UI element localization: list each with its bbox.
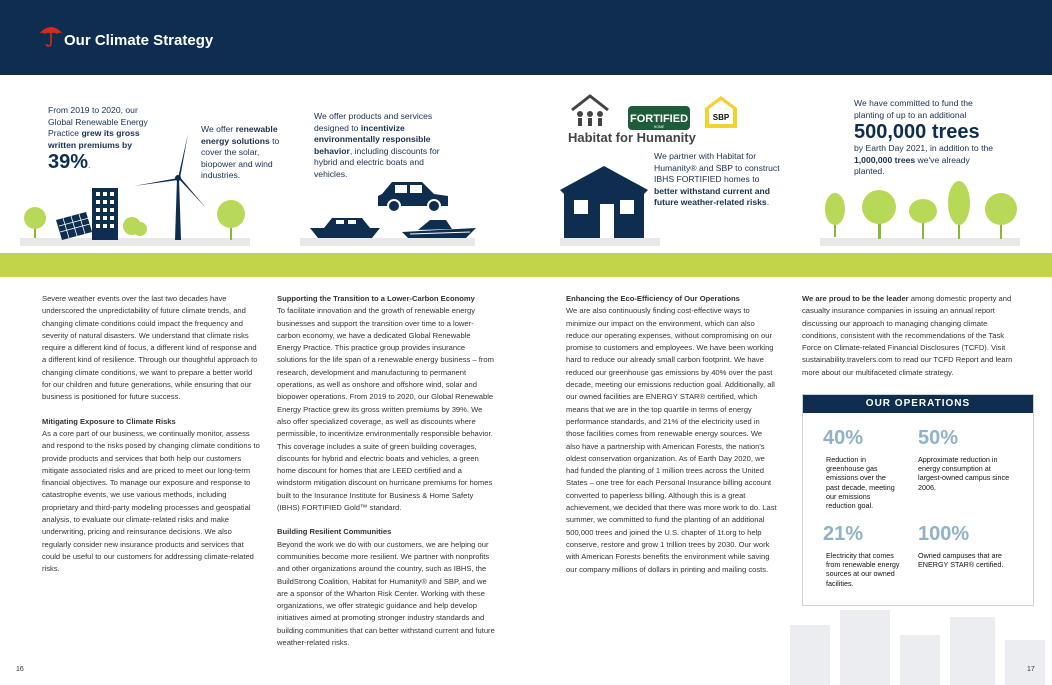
callout-text: We have committed to fund the planting of up to an additional [854, 98, 973, 120]
operations-title: OUR OPERATIONS [803, 395, 1033, 413]
sbp-badge-icon [703, 94, 739, 130]
page-header [0, 0, 1052, 75]
building-icon [92, 188, 118, 240]
house-icon [560, 166, 648, 238]
callout-text: by Earth Day 2021, in addition to the [854, 143, 994, 154]
stat-value: 50% [918, 427, 959, 449]
tree-icon [24, 207, 46, 238]
callout-text: to cover the solar, biopower and wind industries. [201, 135, 280, 181]
sbp-logo [703, 94, 739, 130]
callout-text: From 2019 to 2020, our Global Renewable Energy Practice [48, 105, 148, 139]
tree-icon [825, 193, 845, 237]
car-icon [378, 182, 448, 212]
callout-text: we've already planted. [854, 154, 970, 177]
umbrella-logo-icon [38, 22, 64, 48]
section-heading: Building Resilient Communities [277, 527, 392, 537]
stat-label: Electricity that comes from renewable energy sources at our owned facilities. [826, 551, 900, 588]
column-4 [802, 293, 1022, 391]
tree-icon [909, 199, 937, 239]
paragraph: To facilitate innovation and the growth of renewable energy businesses and support the transition over time to a lower-carbon economy, we have a dedicated Global Renewable Energy Practice. This practice group provides insurance solutions for the life span of a renewable energy business – from research, development and manufacturing to permanent operations, as well as onshore and offshore wind, solar and biopower operations. From 2019 to 2020, our Global Renewable Energy Practice grew its gross written premiums by 39%. We also offer specialized coverage, as well as discounts where permissible, to incentivize environmentally responsible behavior. This coverage includes a suite of green building coverages, discounts for hybrid and electric boats and vehicles, a green home discount for homes that are LEED certified and a windstorm mitigation discount on hurricane premiums for homes built to the Insurance Institute for Business & Home Safety (IBHS) FORTIFIED Gold™ standard. [277, 306, 494, 513]
tree-icon [985, 193, 1017, 239]
callout-number: 500,000 trees [854, 121, 980, 144]
fortified-logo-icon [628, 106, 690, 130]
callout-bold: incentivize environmentally responsible behavior [314, 122, 431, 156]
callout-text: , including discounts for hybrid and electric boats and vehicles. [314, 145, 440, 179]
tree-icon [217, 200, 245, 240]
paragraph: among domestic property and casualty insurance companies in issuing an annual report discussing our approach to managing changing climate conditions, consistent with the recommendations of the Task Force on Climate-related Financial Disclosures (TCFD). Visit sustainability.travelers.com to read our TCFD Report and learn more about our multifaceted climate strategy. [802, 294, 1013, 377]
paragraph-bold: We are proud to be the leader [802, 294, 909, 303]
section-heading: Enhancing the Eco-Efficiency of Our Operations [566, 294, 740, 303]
trees-illustration [820, 165, 1030, 245]
stat-label: Owned campuses that are ENERGY STAR® certified. [918, 551, 1004, 570]
column-3 [566, 293, 778, 588]
callout-text: We offer [201, 124, 236, 134]
stat-value: 21% [823, 523, 864, 545]
stat-energy [918, 427, 1010, 492]
callout-bold: grew its gross written premiums by [48, 128, 140, 150]
renewable-energy-illustration [20, 130, 260, 245]
green-divider [0, 253, 1052, 277]
callout-number: 39% [48, 151, 89, 174]
vehicles-illustration [300, 170, 480, 245]
fortified-logo-text: FORTIFIED [629, 113, 689, 125]
tree-icon [948, 181, 970, 239]
section-heading: Supporting the Transition to a Lower-Carbon Economy [277, 294, 475, 303]
paragraph: Beyond the work we do with our customers, we are helping our communities become more resilient. We partner with nonprofits and other organizations around the country, such as IBHS, the BuildStrong Coalition, Habitat for Humanity® and SBP, and we are a sponsor of the Wharton Risk Center. Working with these organizations, we offer strategic guidance and help develop initiatives aimed at promoting stronger industry standards and building communities that can better withstand current and future weather-related risks. [277, 539, 495, 648]
yacht-icon [310, 218, 380, 238]
paragraph: We are also continuously finding cost-effective ways to minimize our impact on the environment, which can also reduce our operating expenses, without compromising on our promise to customers and employees. We have been working hard to reduce our already small carbon footprint. We have reduced our greenhouse gas emissions by 40% over the past decade, meeting our emissions reduction goal. Additionally, all our owned facilities are ENERGY STAR® certified, which means that we are in the top quartile in terms of energy performance standards, and 21% of the electricity used in those facilities comes from renewable energy sources. We also have a partnership with American Forests, the nation's oldest conservation organization. As of Earth Day 2020, we had funded the planting of 1 million trees across the United States – one tree for each Personal Insurance billing account converted to paperless billing. Although this is a great achievement, we decided that there was more work to do. Last summer, we committed to fund the planting of an additional 500,000 trees and joined the U.S. chapter of 1t.org to help conserve, restore and grow 1 trillion trees by 2030. Our work with American Forests benefits the environment while saving our company millions of dollars in printing and mailing costs. [566, 306, 777, 574]
solar-panel-icon [56, 212, 92, 240]
paragraph: As a core part of our business, we continually monitor, assess and respond to the risks posed by changing climate conditions to provide products and services that both help our customers mitigate associated risks and are priced to meet our long-term financial objectives. To manage our exposure and response to catastrophe events, we use various methods, including proprietary and third-party modeling processes and geospatial analysis, to evaluate our climate-related risks and make underwriting, pricing and reinsurance decisions. We also regularly consider new insurance products and services that could be useful to our customers for addressing climate-related risks. [42, 428, 260, 574]
page-number-left: 16 [16, 666, 24, 673]
speedboat-icon [402, 220, 476, 238]
stat-label: Approximate reduction in energy consumption at largest-owned campus since 2006. [918, 455, 1010, 492]
column-2 [277, 293, 495, 661]
callout-text: We partner with Habitat for Humanity® and SBP to construct IBHS FORTIFIED homes to [654, 151, 780, 185]
column-1 [42, 293, 260, 588]
callout-text: . [88, 160, 91, 171]
stat-energy-star [918, 523, 1010, 569]
stat-label: Reduction in greenhouse gas emissions over the past decade, meeting our emissions reduction goal. [826, 455, 895, 511]
paragraph: Severe weather events over the last two decades have underscored the unpredictability of future climate trends, and changing climate conditions could impact the frequency and severity of natural disasters. We understand that climate risks require a different kind of focus, a different kind of response and a different kind of resilience. Through our thoughtful approach to changing climate conditions, we want to prepare a better world for our children and future generations, while ensuring that our business is positioned for future success. [42, 294, 258, 402]
section-heading: Mitigating Exposure to Climate Risks [42, 416, 176, 426]
stat-value: 100% [918, 523, 970, 545]
callout-text: We offer products and services designed to [314, 111, 433, 133]
page-title: Our Climate Strategy [64, 32, 214, 49]
stat-value: 40% [823, 427, 864, 449]
page-number-right: 17 [1027, 666, 1035, 673]
tree-icon [123, 217, 147, 236]
fortified-logo-subtext: HOME [653, 125, 665, 129]
tree-icon [862, 190, 896, 239]
housing-illustration [560, 92, 700, 242]
callout-bold: 1,000,000 trees [854, 154, 916, 165]
callout-bold: renewable energy solutions [201, 124, 278, 146]
operations-panel [802, 394, 1034, 606]
city-watermark-icon [780, 605, 1052, 685]
sbp-logo-text: SBP [712, 113, 730, 122]
habitat-logo-text: Habitat for Humanity [568, 130, 696, 145]
stat-emissions [823, 427, 901, 510]
callout-text: . [766, 197, 770, 208]
stat-renewable [823, 523, 903, 588]
callout-bold: better withstand current and future weather-related risks [654, 185, 771, 208]
